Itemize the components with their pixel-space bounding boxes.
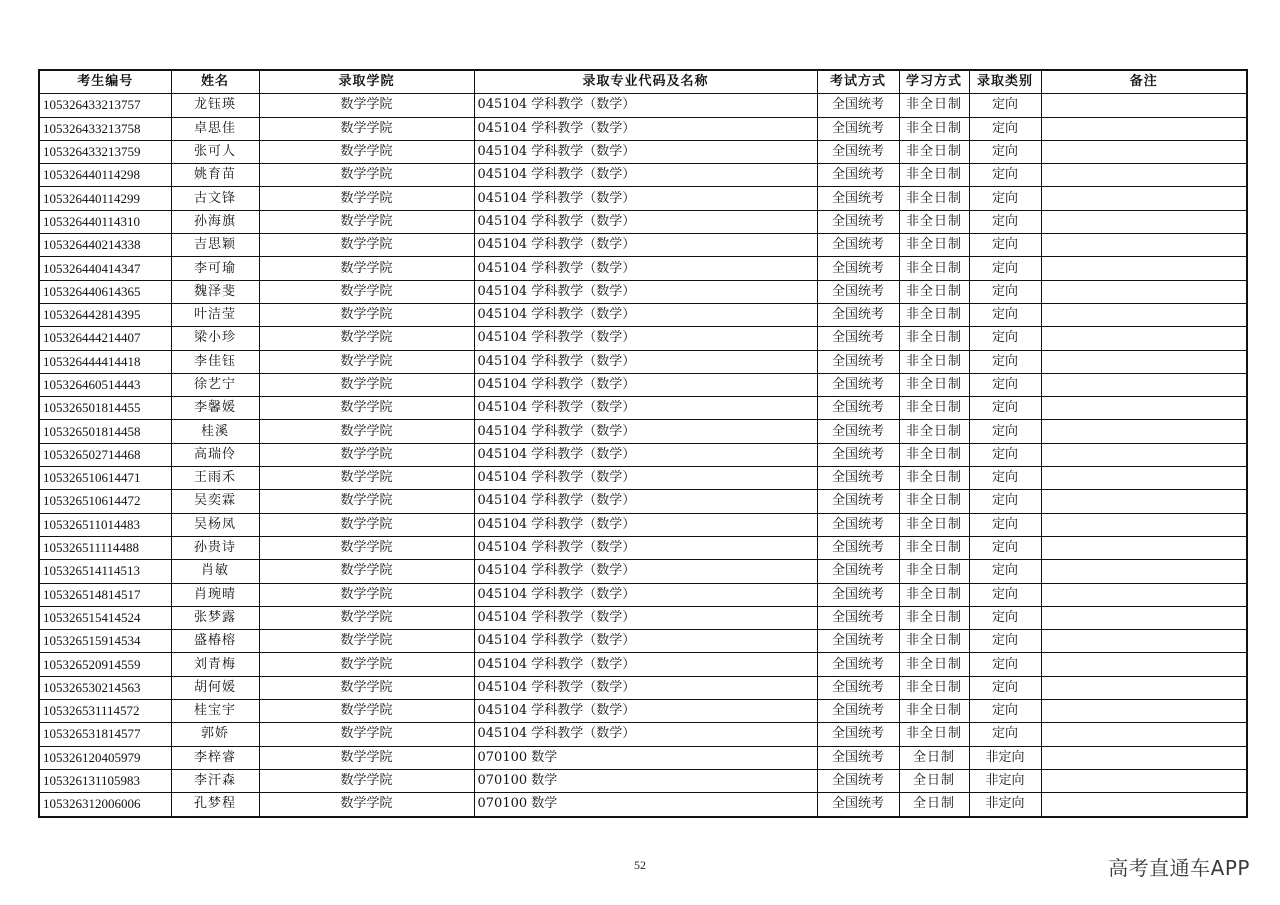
table-row xyxy=(39,187,1247,210)
cell-remarks xyxy=(1041,606,1247,629)
cell-remarks xyxy=(1041,210,1247,233)
cell-candidate-id: 105326120405979 xyxy=(39,746,171,769)
cell-study-mode: 非全日制 xyxy=(899,257,969,280)
cell-study-mode: 非全日制 xyxy=(899,606,969,629)
header-remarks: 备注 xyxy=(1041,70,1247,94)
cell-exam-type: 全国统考 xyxy=(817,303,899,326)
cell-college: 数学学院 xyxy=(259,583,474,606)
cell-name: 桂宝宇 xyxy=(171,700,259,723)
cell-major: 045104 学科教学（数学） xyxy=(474,653,817,676)
cell-study-mode: 非全日制 xyxy=(899,234,969,257)
table-row xyxy=(39,257,1247,280)
table-header xyxy=(39,70,1247,94)
table-row xyxy=(39,397,1247,420)
cell-study-mode: 非全日制 xyxy=(899,700,969,723)
cell-remarks xyxy=(1041,187,1247,210)
cell-name: 王雨禾 xyxy=(171,467,259,490)
cell-name: 郭娇 xyxy=(171,723,259,746)
cell-major: 045104 学科教学（数学） xyxy=(474,490,817,513)
cell-remarks xyxy=(1041,350,1247,373)
cell-candidate-id: 105326440114298 xyxy=(39,164,171,187)
cell-college: 数学学院 xyxy=(259,94,474,117)
cell-major: 045104 学科教学（数学） xyxy=(474,630,817,653)
cell-admission-category: 定向 xyxy=(969,303,1041,326)
cell-college: 数学学院 xyxy=(259,467,474,490)
cell-name: 吴杨凤 xyxy=(171,513,259,536)
cell-candidate-id: 105326440614365 xyxy=(39,280,171,303)
table-row xyxy=(39,280,1247,303)
cell-study-mode: 非全日制 xyxy=(899,117,969,140)
cell-major: 045104 学科教学（数学） xyxy=(474,327,817,350)
cell-study-mode: 非全日制 xyxy=(899,303,969,326)
cell-admission-category: 定向 xyxy=(969,94,1041,117)
cell-remarks xyxy=(1041,490,1247,513)
cell-study-mode: 非全日制 xyxy=(899,327,969,350)
cell-candidate-id: 105326510614472 xyxy=(39,490,171,513)
cell-remarks xyxy=(1041,397,1247,420)
cell-remarks xyxy=(1041,280,1247,303)
cell-remarks xyxy=(1041,793,1247,817)
header-name: 姓名 xyxy=(171,70,259,94)
cell-admission-category: 定向 xyxy=(969,327,1041,350)
cell-college: 数学学院 xyxy=(259,397,474,420)
cell-study-mode: 非全日制 xyxy=(899,513,969,536)
cell-remarks xyxy=(1041,420,1247,443)
cell-admission-category: 定向 xyxy=(969,210,1041,233)
cell-remarks xyxy=(1041,443,1247,466)
cell-name: 肖敏 xyxy=(171,560,259,583)
cell-exam-type: 全国统考 xyxy=(817,653,899,676)
cell-college: 数学学院 xyxy=(259,373,474,396)
cell-college: 数学学院 xyxy=(259,606,474,629)
cell-major: 045104 学科教学（数学） xyxy=(474,303,817,326)
header-candidate-id: 考生编号 xyxy=(39,70,171,94)
cell-major: 045104 学科教学（数学） xyxy=(474,536,817,559)
cell-college: 数学学院 xyxy=(259,117,474,140)
cell-exam-type: 全国统考 xyxy=(817,140,899,163)
cell-remarks xyxy=(1041,234,1247,257)
cell-exam-type: 全国统考 xyxy=(817,513,899,536)
cell-name: 孙海旗 xyxy=(171,210,259,233)
cell-study-mode: 非全日制 xyxy=(899,560,969,583)
cell-college: 数学学院 xyxy=(259,164,474,187)
table-row xyxy=(39,676,1247,699)
cell-admission-category: 非定向 xyxy=(969,793,1041,817)
cell-name: 孔梦程 xyxy=(171,793,259,817)
cell-exam-type: 全国统考 xyxy=(817,420,899,443)
cell-major: 045104 学科教学（数学） xyxy=(474,350,817,373)
cell-study-mode: 全日制 xyxy=(899,793,969,817)
cell-major: 045104 学科教学（数学） xyxy=(474,187,817,210)
cell-study-mode: 非全日制 xyxy=(899,420,969,443)
cell-study-mode: 非全日制 xyxy=(899,443,969,466)
table-row xyxy=(39,746,1247,769)
cell-major: 045104 学科教学（数学） xyxy=(474,373,817,396)
cell-remarks xyxy=(1041,560,1247,583)
cell-study-mode: 非全日制 xyxy=(899,536,969,559)
cell-exam-type: 全国统考 xyxy=(817,350,899,373)
cell-exam-type: 全国统考 xyxy=(817,490,899,513)
cell-candidate-id: 105326444414418 xyxy=(39,350,171,373)
cell-exam-type: 全国统考 xyxy=(817,397,899,420)
cell-admission-category: 定向 xyxy=(969,443,1041,466)
cell-candidate-id: 105326131105983 xyxy=(39,769,171,792)
cell-admission-category: 定向 xyxy=(969,490,1041,513)
table-row xyxy=(39,700,1247,723)
cell-admission-category: 定向 xyxy=(969,560,1041,583)
cell-study-mode: 非全日制 xyxy=(899,630,969,653)
table-row xyxy=(39,723,1247,746)
cell-study-mode: 非全日制 xyxy=(899,583,969,606)
cell-exam-type: 全国统考 xyxy=(817,630,899,653)
cell-remarks xyxy=(1041,630,1247,653)
table-row xyxy=(39,443,1247,466)
cell-name: 胡何媛 xyxy=(171,676,259,699)
cell-admission-category: 定向 xyxy=(969,373,1041,396)
cell-candidate-id: 105326433213757 xyxy=(39,94,171,117)
cell-name: 魏泽斐 xyxy=(171,280,259,303)
cell-remarks xyxy=(1041,467,1247,490)
cell-exam-type: 全国统考 xyxy=(817,327,899,350)
cell-name: 吉思颖 xyxy=(171,234,259,257)
cell-exam-type: 全国统考 xyxy=(817,793,899,817)
cell-major: 045104 学科教学（数学） xyxy=(474,513,817,536)
cell-college: 数学学院 xyxy=(259,513,474,536)
cell-college: 数学学院 xyxy=(259,210,474,233)
cell-college: 数学学院 xyxy=(259,303,474,326)
cell-candidate-id: 105326501814458 xyxy=(39,420,171,443)
cell-candidate-id: 105326531114572 xyxy=(39,700,171,723)
table-row xyxy=(39,117,1247,140)
cell-candidate-id: 105326442814395 xyxy=(39,303,171,326)
cell-major: 045104 学科教学（数学） xyxy=(474,676,817,699)
cell-remarks xyxy=(1041,513,1247,536)
table-row xyxy=(39,210,1247,233)
cell-exam-type: 全国统考 xyxy=(817,769,899,792)
cell-admission-category: 定向 xyxy=(969,653,1041,676)
cell-study-mode: 非全日制 xyxy=(899,676,969,699)
header-exam-type: 考试方式 xyxy=(817,70,899,94)
table-row xyxy=(39,420,1247,443)
cell-candidate-id: 105326440414347 xyxy=(39,257,171,280)
cell-name: 徐艺宁 xyxy=(171,373,259,396)
cell-study-mode: 非全日制 xyxy=(899,373,969,396)
admission-table xyxy=(38,69,1248,818)
cell-college: 数学学院 xyxy=(259,700,474,723)
table-row xyxy=(39,793,1247,817)
cell-major: 045104 学科教学（数学） xyxy=(474,606,817,629)
cell-candidate-id: 105326511114488 xyxy=(39,536,171,559)
cell-college: 数学学院 xyxy=(259,280,474,303)
cell-remarks xyxy=(1041,746,1247,769)
cell-study-mode: 非全日制 xyxy=(899,723,969,746)
cell-name: 肖琬晴 xyxy=(171,583,259,606)
cell-college: 数学学院 xyxy=(259,653,474,676)
cell-major: 045104 学科教学（数学） xyxy=(474,140,817,163)
cell-major: 045104 学科教学（数学） xyxy=(474,210,817,233)
cell-name: 姚育苗 xyxy=(171,164,259,187)
header-major: 录取专业代码及名称 xyxy=(474,70,817,94)
header-college: 录取学院 xyxy=(259,70,474,94)
cell-admission-category: 定向 xyxy=(969,257,1041,280)
cell-name: 吴奕霖 xyxy=(171,490,259,513)
cell-exam-type: 全国统考 xyxy=(817,746,899,769)
cell-major: 045104 学科教学（数学） xyxy=(474,443,817,466)
cell-admission-category: 定向 xyxy=(969,536,1041,559)
cell-college: 数学学院 xyxy=(259,560,474,583)
cell-candidate-id: 105326460514443 xyxy=(39,373,171,396)
cell-study-mode: 非全日制 xyxy=(899,467,969,490)
table-row xyxy=(39,140,1247,163)
cell-candidate-id: 105326511014483 xyxy=(39,513,171,536)
cell-study-mode: 非全日制 xyxy=(899,490,969,513)
cell-remarks xyxy=(1041,536,1247,559)
cell-candidate-id: 105326440214338 xyxy=(39,234,171,257)
cell-major: 045104 学科教学（数学） xyxy=(474,280,817,303)
table-row xyxy=(39,560,1247,583)
cell-name: 张可人 xyxy=(171,140,259,163)
cell-exam-type: 全国统考 xyxy=(817,187,899,210)
cell-exam-type: 全国统考 xyxy=(817,467,899,490)
header-admission-category: 录取类别 xyxy=(969,70,1041,94)
cell-candidate-id: 105326502714468 xyxy=(39,443,171,466)
table-row xyxy=(39,467,1247,490)
cell-college: 数学学院 xyxy=(259,676,474,699)
cell-major: 045104 学科教学（数学） xyxy=(474,257,817,280)
cell-admission-category: 定向 xyxy=(969,700,1041,723)
watermark-logo-text: 高考直通车APP xyxy=(1108,856,1250,880)
table-row xyxy=(39,490,1247,513)
cell-major: 070100 数学 xyxy=(474,746,817,769)
table-row xyxy=(39,513,1247,536)
cell-exam-type: 全国统考 xyxy=(817,723,899,746)
cell-admission-category: 定向 xyxy=(969,420,1041,443)
cell-name: 高瑞伶 xyxy=(171,443,259,466)
table-row xyxy=(39,606,1247,629)
cell-admission-category: 定向 xyxy=(969,187,1041,210)
table-row xyxy=(39,630,1247,653)
cell-name: 叶洁莹 xyxy=(171,303,259,326)
cell-study-mode: 非全日制 xyxy=(899,350,969,373)
cell-remarks xyxy=(1041,94,1247,117)
cell-study-mode: 非全日制 xyxy=(899,94,969,117)
cell-candidate-id: 105326312006006 xyxy=(39,793,171,817)
cell-candidate-id: 105326515414524 xyxy=(39,606,171,629)
cell-remarks xyxy=(1041,723,1247,746)
cell-major: 070100 数学 xyxy=(474,793,817,817)
cell-admission-category: 定向 xyxy=(969,397,1041,420)
cell-exam-type: 全国统考 xyxy=(817,560,899,583)
table-body xyxy=(39,94,1247,817)
cell-candidate-id: 105326515914534 xyxy=(39,630,171,653)
cell-major: 045104 学科教学（数学） xyxy=(474,397,817,420)
cell-candidate-id: 105326514114513 xyxy=(39,560,171,583)
table-row xyxy=(39,373,1247,396)
cell-remarks xyxy=(1041,676,1247,699)
cell-exam-type: 全国统考 xyxy=(817,443,899,466)
cell-name: 桂溪 xyxy=(171,420,259,443)
table-row xyxy=(39,583,1247,606)
cell-admission-category: 非定向 xyxy=(969,746,1041,769)
cell-name: 梁小珍 xyxy=(171,327,259,350)
cell-study-mode: 非全日制 xyxy=(899,187,969,210)
cell-major: 045104 学科教学（数学） xyxy=(474,723,817,746)
table-row xyxy=(39,234,1247,257)
cell-admission-category: 定向 xyxy=(969,513,1041,536)
cell-remarks xyxy=(1041,117,1247,140)
cell-major: 045104 学科教学（数学） xyxy=(474,117,817,140)
cell-exam-type: 全国统考 xyxy=(817,700,899,723)
cell-candidate-id: 105326514814517 xyxy=(39,583,171,606)
cell-major: 045104 学科教学（数学） xyxy=(474,94,817,117)
cell-admission-category: 定向 xyxy=(969,164,1041,187)
cell-college: 数学学院 xyxy=(259,420,474,443)
cell-major: 045104 学科教学（数学） xyxy=(474,234,817,257)
table-row xyxy=(39,303,1247,326)
cell-name: 李佳钰 xyxy=(171,350,259,373)
cell-exam-type: 全国统考 xyxy=(817,606,899,629)
cell-remarks xyxy=(1041,257,1247,280)
cell-exam-type: 全国统考 xyxy=(817,583,899,606)
cell-name: 李梓睿 xyxy=(171,746,259,769)
cell-candidate-id: 105326440114310 xyxy=(39,210,171,233)
cell-college: 数学学院 xyxy=(259,257,474,280)
cell-name: 李可瑜 xyxy=(171,257,259,280)
cell-candidate-id: 105326433213759 xyxy=(39,140,171,163)
cell-college: 数学学院 xyxy=(259,443,474,466)
cell-remarks xyxy=(1041,327,1247,350)
cell-college: 数学学院 xyxy=(259,723,474,746)
page-number: 52 xyxy=(634,858,646,872)
cell-candidate-id: 105326444214407 xyxy=(39,327,171,350)
cell-candidate-id: 105326433213758 xyxy=(39,117,171,140)
cell-study-mode: 非全日制 xyxy=(899,140,969,163)
table-row xyxy=(39,653,1247,676)
cell-remarks xyxy=(1041,583,1247,606)
cell-admission-category: 定向 xyxy=(969,117,1041,140)
cell-study-mode: 非全日制 xyxy=(899,397,969,420)
cell-exam-type: 全国统考 xyxy=(817,94,899,117)
cell-name: 盛椿榕 xyxy=(171,630,259,653)
cell-candidate-id: 105326520914559 xyxy=(39,653,171,676)
cell-college: 数学学院 xyxy=(259,350,474,373)
cell-remarks xyxy=(1041,700,1247,723)
cell-study-mode: 非全日制 xyxy=(899,210,969,233)
cell-major: 045104 学科教学（数学） xyxy=(474,583,817,606)
cell-name: 刘青梅 xyxy=(171,653,259,676)
cell-admission-category: 定向 xyxy=(969,140,1041,163)
cell-college: 数学学院 xyxy=(259,769,474,792)
cell-candidate-id: 105326531814577 xyxy=(39,723,171,746)
cell-college: 数学学院 xyxy=(259,234,474,257)
table-row xyxy=(39,94,1247,117)
cell-admission-category: 定向 xyxy=(969,676,1041,699)
cell-remarks xyxy=(1041,373,1247,396)
cell-college: 数学学院 xyxy=(259,536,474,559)
cell-name: 李馨媛 xyxy=(171,397,259,420)
cell-candidate-id: 105326501814455 xyxy=(39,397,171,420)
table-row xyxy=(39,327,1247,350)
cell-name: 古文锋 xyxy=(171,187,259,210)
cell-name: 孙贵诗 xyxy=(171,536,259,559)
cell-college: 数学学院 xyxy=(259,327,474,350)
cell-admission-category: 定向 xyxy=(969,280,1041,303)
cell-exam-type: 全国统考 xyxy=(817,234,899,257)
cell-exam-type: 全国统考 xyxy=(817,373,899,396)
table-row xyxy=(39,350,1247,373)
cell-college: 数学学院 xyxy=(259,630,474,653)
cell-name: 龙钰瑛 xyxy=(171,94,259,117)
cell-exam-type: 全国统考 xyxy=(817,257,899,280)
cell-name: 李汗森 xyxy=(171,769,259,792)
cell-name: 张梦露 xyxy=(171,606,259,629)
cell-admission-category: 定向 xyxy=(969,723,1041,746)
cell-name: 卓思佳 xyxy=(171,117,259,140)
cell-admission-category: 定向 xyxy=(969,234,1041,257)
cell-exam-type: 全国统考 xyxy=(817,676,899,699)
cell-study-mode: 全日制 xyxy=(899,746,969,769)
cell-remarks xyxy=(1041,164,1247,187)
cell-college: 数学学院 xyxy=(259,140,474,163)
cell-major: 070100 数学 xyxy=(474,769,817,792)
header-row xyxy=(39,70,1247,94)
cell-admission-category: 非定向 xyxy=(969,769,1041,792)
cell-remarks xyxy=(1041,769,1247,792)
cell-study-mode: 非全日制 xyxy=(899,280,969,303)
cell-admission-category: 定向 xyxy=(969,350,1041,373)
cell-exam-type: 全国统考 xyxy=(817,280,899,303)
cell-major: 045104 学科教学（数学） xyxy=(474,700,817,723)
cell-admission-category: 定向 xyxy=(969,630,1041,653)
table-row xyxy=(39,769,1247,792)
cell-admission-category: 定向 xyxy=(969,583,1041,606)
cell-remarks xyxy=(1041,303,1247,326)
cell-remarks xyxy=(1041,653,1247,676)
cell-major: 045104 学科教学（数学） xyxy=(474,420,817,443)
cell-exam-type: 全国统考 xyxy=(817,164,899,187)
cell-exam-type: 全国统考 xyxy=(817,117,899,140)
cell-study-mode: 非全日制 xyxy=(899,653,969,676)
cell-college: 数学学院 xyxy=(259,490,474,513)
cell-remarks xyxy=(1041,140,1247,163)
cell-major: 045104 学科教学（数学） xyxy=(474,164,817,187)
header-study-mode: 学习方式 xyxy=(899,70,969,94)
cell-exam-type: 全国统考 xyxy=(817,536,899,559)
cell-candidate-id: 105326530214563 xyxy=(39,676,171,699)
cell-study-mode: 非全日制 xyxy=(899,164,969,187)
cell-college: 数学学院 xyxy=(259,187,474,210)
table-row xyxy=(39,536,1247,559)
cell-admission-category: 定向 xyxy=(969,606,1041,629)
cell-candidate-id: 105326510614471 xyxy=(39,467,171,490)
cell-college: 数学学院 xyxy=(259,793,474,817)
cell-study-mode: 全日制 xyxy=(899,769,969,792)
cell-exam-type: 全国统考 xyxy=(817,210,899,233)
cell-admission-category: 定向 xyxy=(969,467,1041,490)
cell-major: 045104 学科教学（数学） xyxy=(474,467,817,490)
table-row xyxy=(39,164,1247,187)
cell-college: 数学学院 xyxy=(259,746,474,769)
cell-major: 045104 学科教学（数学） xyxy=(474,560,817,583)
cell-candidate-id: 105326440114299 xyxy=(39,187,171,210)
